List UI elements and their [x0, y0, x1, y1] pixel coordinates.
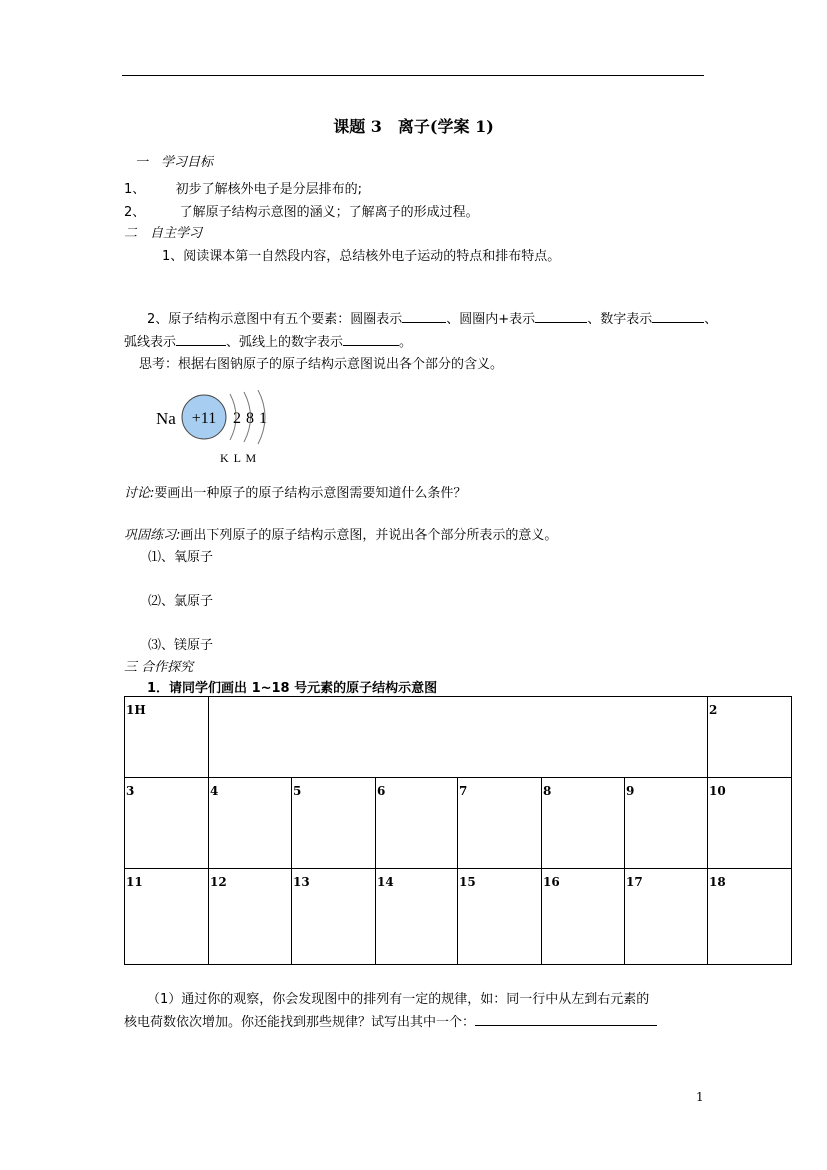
grid-row-1: [125, 697, 792, 778]
q2-text-a: 2、原子结构示意图中有五个要素：圆圈表示: [147, 312, 403, 327]
page-title: 课题 3 离子(学案 1): [333, 117, 494, 136]
cell-15[interactable]: 15: [458, 869, 542, 965]
question-1: 1、阅读课本第一自然段内容，总结核外电子运动的特点和排布特点。: [162, 249, 561, 264]
blank-circle[interactable]: [402, 310, 446, 323]
cell-2[interactable]: 2: [708, 697, 792, 778]
cell-18[interactable]: 18: [708, 869, 792, 965]
observation-line1: （1）通过你的观察，你会发现图中的排列有一定的规律，如：同一行中从左到右元素的: [147, 992, 650, 1007]
q2-text-d: 、: [704, 312, 718, 327]
cell-9[interactable]: 9: [625, 778, 708, 869]
shell-l-electrons: 8: [246, 410, 254, 427]
section1-heading: 一 学习目标: [135, 155, 214, 170]
blank-rule-answer[interactable]: [475, 1013, 657, 1026]
cell-5[interactable]: 5: [292, 778, 376, 869]
question-2-line1: [147, 308, 717, 327]
discussion: [124, 482, 466, 501]
practice-text: 画出下列原子的原子结构示意图，并说出各个部分所表示的意义。: [180, 528, 558, 543]
cell-7[interactable]: 7: [458, 778, 542, 869]
goal-2: [124, 201, 479, 220]
observation-line2: [124, 1011, 657, 1030]
cell-3[interactable]: 3: [125, 778, 209, 869]
na-symbol: Na: [156, 409, 176, 428]
shell-m-electrons: 1: [259, 410, 267, 427]
blank-arc[interactable]: [176, 333, 226, 346]
observation-text: 核电荷数依次增加。你还能找到那些规律？试写出其中一个：: [124, 1015, 476, 1030]
nucleus-charge: +11: [191, 410, 217, 427]
practice-item-oxygen: ⑴、氧原子: [148, 550, 214, 565]
section3-heading: 三 合作探究: [124, 660, 194, 675]
shell-k-electrons: 2: [233, 410, 241, 427]
practice: [124, 524, 557, 543]
cell-17[interactable]: 17: [625, 869, 708, 965]
goal-2-num: 2、: [124, 205, 146, 220]
grid-row-2: [125, 778, 792, 869]
goal-1-text: 初步了解核外电子是分层排布的;: [175, 182, 362, 197]
think-prompt: 思考：根据右图钠原子的原子结构示意图说出各个部分的含义。: [139, 357, 504, 372]
q2-text-e: 弧线表示: [124, 335, 177, 350]
q2-text-b: 、圆圈内+表示: [446, 312, 536, 327]
cell-12[interactable]: 12: [209, 869, 292, 965]
cell-4[interactable]: 4: [209, 778, 292, 869]
practice-item-chlorine: ⑵、氯原子: [148, 594, 214, 609]
goal-2-text: 了解原子结构示意图的涵义；了解离子的形成过程。: [179, 205, 479, 220]
discussion-label: 讨论:: [124, 486, 155, 501]
header-rule: [122, 75, 704, 76]
q2-text-g: 。: [399, 335, 413, 350]
q2-text-c: 、数字表示: [587, 312, 653, 327]
element-grid: [124, 696, 792, 965]
goal-1-num: 1、: [124, 182, 146, 197]
section3-task: 1．请同学们画出 1~18 号元素的原子结构示意图: [147, 681, 438, 696]
cell-11[interactable]: 11: [125, 869, 209, 965]
cell-6[interactable]: 6: [376, 778, 458, 869]
blank-number[interactable]: [652, 310, 704, 323]
blank-arc-number[interactable]: [343, 333, 399, 346]
cell-empty-span: [209, 697, 708, 778]
practice-label: 巩固练习:: [124, 528, 181, 543]
goal-1: [124, 178, 362, 197]
cell-8[interactable]: 8: [542, 778, 625, 869]
blank-plus[interactable]: [535, 310, 587, 323]
sodium-atom-diagram: [150, 390, 280, 470]
cell-16[interactable]: 16: [542, 869, 625, 965]
q2-text-f: 、弧线上的数字表示: [226, 335, 344, 350]
cell-10[interactable]: 10: [708, 778, 792, 869]
discussion-text: 要画出一种原子的原子结构示意图需要知道什么条件？: [154, 486, 467, 501]
cell-14[interactable]: 14: [376, 869, 458, 965]
practice-item-magnesium: ⑶、镁原子: [148, 638, 214, 653]
question-2-line2: [124, 331, 412, 350]
shell-labels: K L M: [220, 451, 258, 465]
section2-heading: 二 自主学习: [124, 226, 203, 241]
cell-13[interactable]: 13: [292, 869, 376, 965]
page-number: 1: [696, 1090, 704, 1104]
cell-1[interactable]: 1H: [125, 697, 209, 778]
grid-row-3: [125, 869, 792, 965]
